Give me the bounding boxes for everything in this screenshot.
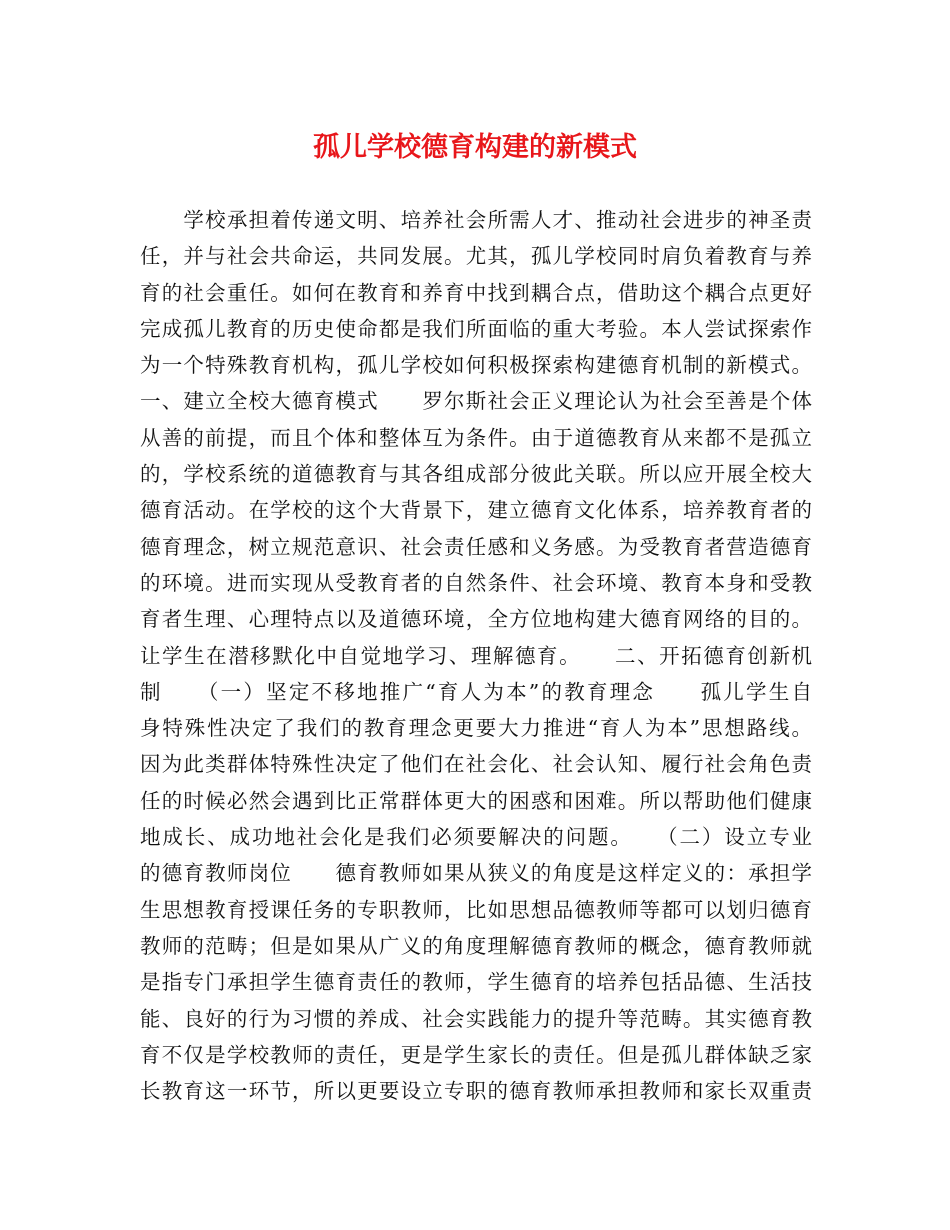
body-line: 的德育教师岗位 德育教师如果从狭义的角度是这样定义的：承担学	[140, 861, 812, 886]
body-line: 身特殊性决定了我们的教育理念更要大力推进“育人为本”思想路线。	[140, 716, 812, 741]
body-line: 是指专门承担学生德育责任的教师，学生德育的培养包括品德、生活技	[140, 970, 812, 995]
body-line: 学校承担着传递文明、培养社会所需人才、推动社会进步的神圣责	[140, 208, 812, 232]
body-line: 因为此类群体特殊性决定了他们在社会化、社会认知、履行社会角色责	[140, 752, 812, 777]
body-line: 育不仅是学校教师的责任，更是学生家长的责任。但是孤儿群体缺乏家	[140, 1042, 812, 1067]
body-line: 任，并与社会共命运，共同发展。尤其，孤儿学校同时肩负着教育与养	[140, 244, 812, 269]
body-line: 地成长、成功地社会化是我们必须要解决的问题。 （二）设立专业	[140, 825, 812, 850]
body-line: 生思想教育授课任务的专职教师，比如思想品德教师等都可以划归德育	[140, 897, 812, 922]
body-line: 的环境。进而实现从受教育者的自然条件、社会环境、教育本身和受教	[140, 570, 812, 595]
body-line: 能、良好的行为习惯的养成、社会实践能力的提升等范畴。其实德育教	[140, 1006, 812, 1031]
document-title: 孤儿学校德育构建的新模式	[313, 132, 637, 163]
body-line: 让学生在潜移默化中自觉地学习、理解德育。 二、开拓德育创新机	[140, 643, 812, 668]
body-line: 育者生理、心理特点以及道德环境，全方位地构建大德育网络的目的。	[140, 607, 812, 632]
document-body	[140, 202, 812, 1109]
body-line: 制 （一）坚定不移地推广“育人为本”的教育理念 孤儿学生自	[140, 679, 812, 704]
body-line: 一、建立全校大德育模式 罗尔斯社会正义理论认为社会至善是个体	[140, 389, 812, 414]
body-line: 长教育这一环节，所以更要设立专职的德育教师承担教师和家长双重责	[140, 1079, 812, 1104]
body-line: 从善的前提，而且个体和整体互为条件。由于道德教育从来都不是孤立	[140, 425, 812, 450]
body-line: 教师的范畴；但是如果从广义的角度理解德育教师的概念，德育教师就	[140, 933, 812, 958]
body-line: 育的社会重任。如何在教育和养育中找到耦合点，借助这个耦合点更好	[140, 280, 812, 305]
body-line: 德育理念，树立规范意识、社会责任感和义务感。为受教育者营造德育	[140, 534, 812, 559]
body-line: 的，学校系统的道德教育与其各组成部分彼此关联。所以应开展全校大	[140, 462, 812, 487]
body-line: 任的时候必然会遇到比正常群体更大的困惑和困难。所以帮助他们健康	[140, 788, 812, 813]
body-line: 完成孤儿教育的历史使命都是我们所面临的重大考验。本人尝试探索作	[140, 316, 812, 341]
body-line: 为一个特殊教育机构，孤儿学校如何积极探索构建德育机制的新模式。	[140, 353, 812, 378]
body-line: 德育活动。在学校的这个大背景下，建立德育文化体系，培养教育者的	[140, 498, 812, 523]
